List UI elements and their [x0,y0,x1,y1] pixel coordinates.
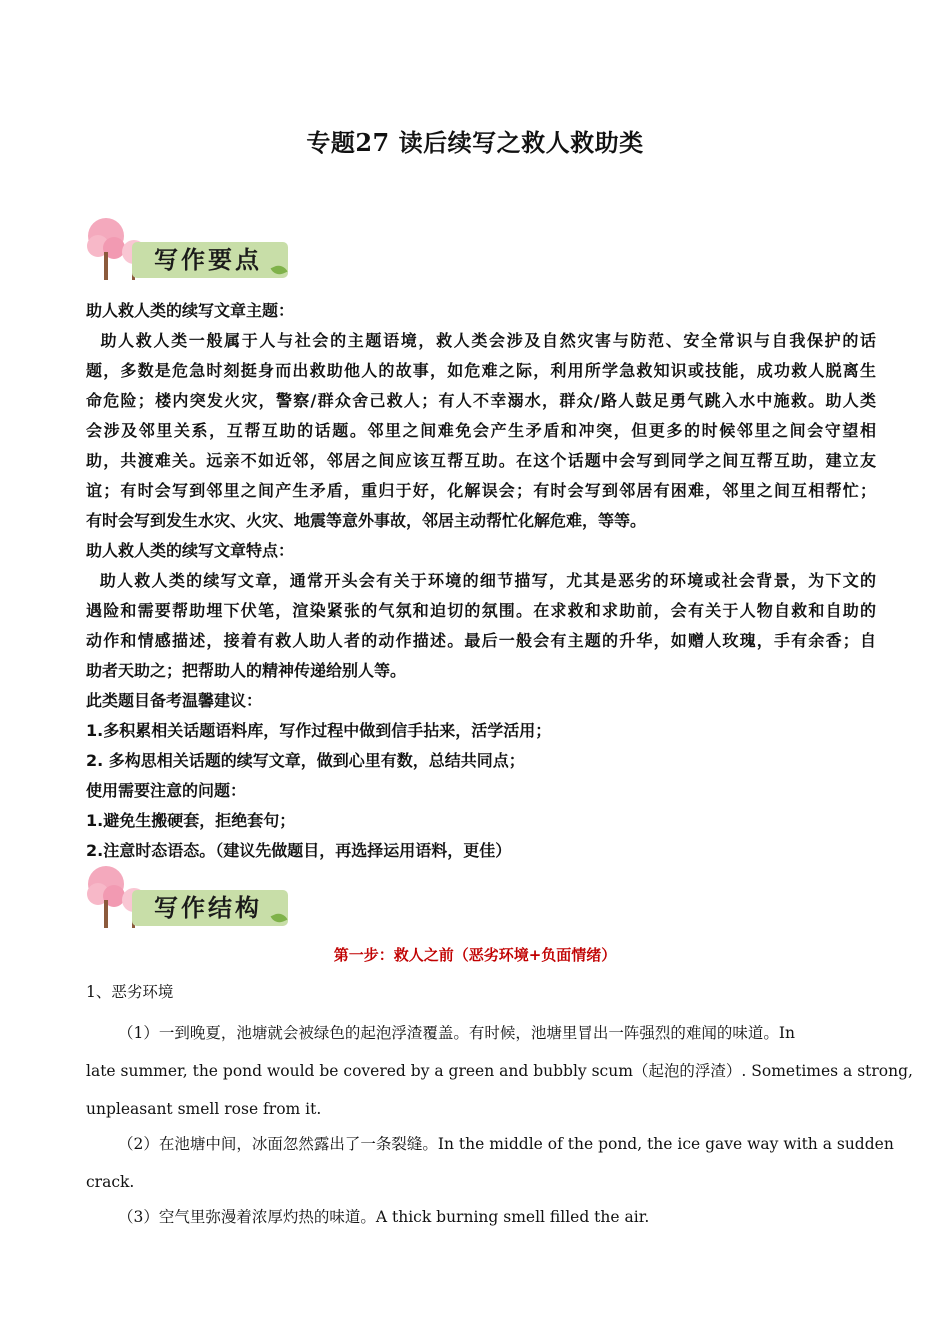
step-heading: 第一步：救人之前（恶劣环境+负面情绪） [333,946,617,964]
example-list [86,1014,913,1236]
text-line: 遇险和需要帮助埋下伏笔，渲染紧张的气氛和迫切的氛围。在求救和求助前，会有关于人物自救和自助的 [86,601,876,620]
text-line: 助，共渡难关。远亲不如近邻，邻居之间应该互帮互助。在这个话题中会写到同学之间互帮互助，建立友 [86,451,876,470]
text-line: 此类题目备考温馨建议： [86,691,263,710]
subheading: 1、恶劣环境 [86,983,174,1001]
example-line: unpleasant smell rose from it. [86,1100,322,1118]
text-line: 助者天助之；把帮助人的精神传递给别人等。 [86,661,407,680]
text-line: 助人救人类一般属于人与社会的主题语境，救人类会涉及自然灾害与防范、安全常识与自我保护的话 [86,331,876,350]
text-line: 会涉及邻里关系，互帮互助的话题。邻里之间难免会产生矛盾和冲突，但更多的时候邻里之间会守望相 [86,421,876,440]
example-line: （2）在池塘中间，冰面忽然露出了一条裂缝。In the middle of the pond, the ice gave way with a sudden [118,1135,894,1153]
example-line: （1）一到晚夏，池塘就会被绿色的起泡浮渣覆盖。有时候，池塘里冒出一阵强烈的难闻的味道。In [118,1024,795,1042]
text-line: 助人救人类的续写文章主题： [86,301,295,320]
example-line: （3）空气里弥漫着浓厚灼热的味道。A thick burning smell filled the air. [118,1208,650,1226]
section-banner-writing-structure [86,860,292,932]
text-line: 1.避免生搬硬套，拒绝套句； [86,811,296,830]
text-line: 题，多数是危急时刻挺身而出救助他人的故事，如危难之际，利用所学急救知识或技能，成功救人脱离生 [86,361,876,380]
banner-label: 写作要点 [154,246,262,274]
leaf-icon [271,263,288,278]
page-title: 专题27 读后续写之救人救助类 [306,128,644,157]
banner-label: 写作结构 [154,894,262,922]
writing-points-text [86,296,876,866]
text-line: 谊；有时会写到邻里之间产生矛盾，重归于好，化解误会；有时会写到邻居有困难，邻里之间互相帮忙； [86,481,876,500]
text-line: 命危险；楼内突发火灾，警察/群众舍己救人；有人不幸溺水，群众/路人鼓足勇气跳入水中施救。助人类 [86,391,876,410]
text-line: 助人救人类的续写文章，通常开头会有关于环境的细节描写，尤其是恶劣的环境或社会背景，为下文的 [86,571,876,590]
example-line: crack. [86,1173,135,1191]
text-line: 1.多积累相关话题语料库，写作过程中做到信手拈来，活学活用； [86,721,552,740]
leaf-icon [271,911,288,926]
text-line: 2. 多构思相关话题的续写文章，做到心里有数，总结共同点； [86,751,525,770]
text-line: 助人救人类的续写文章特点： [86,541,295,560]
text-line: 有时会写到发生水灾、火灾、地震等意外事故，邻居主动帮忙化解危难，等等。 [86,511,647,530]
text-line: 使用需要注意的问题： [86,781,247,800]
text-line: 动作和情感描述，接着有救人助人者的动作描述。最后一般会有主题的升华，如赠人玫瑰，手有余香；自 [86,631,876,650]
section-banner-writing-points [86,212,292,284]
text-line: 2.注意时态语态。（建议先做题目，再选择运用语料，更佳） [86,841,512,860]
example-line: late summer, the pond would be covered by a green and bubbly scum（起泡的浮渣）. Sometimes a strong, [86,1062,913,1080]
